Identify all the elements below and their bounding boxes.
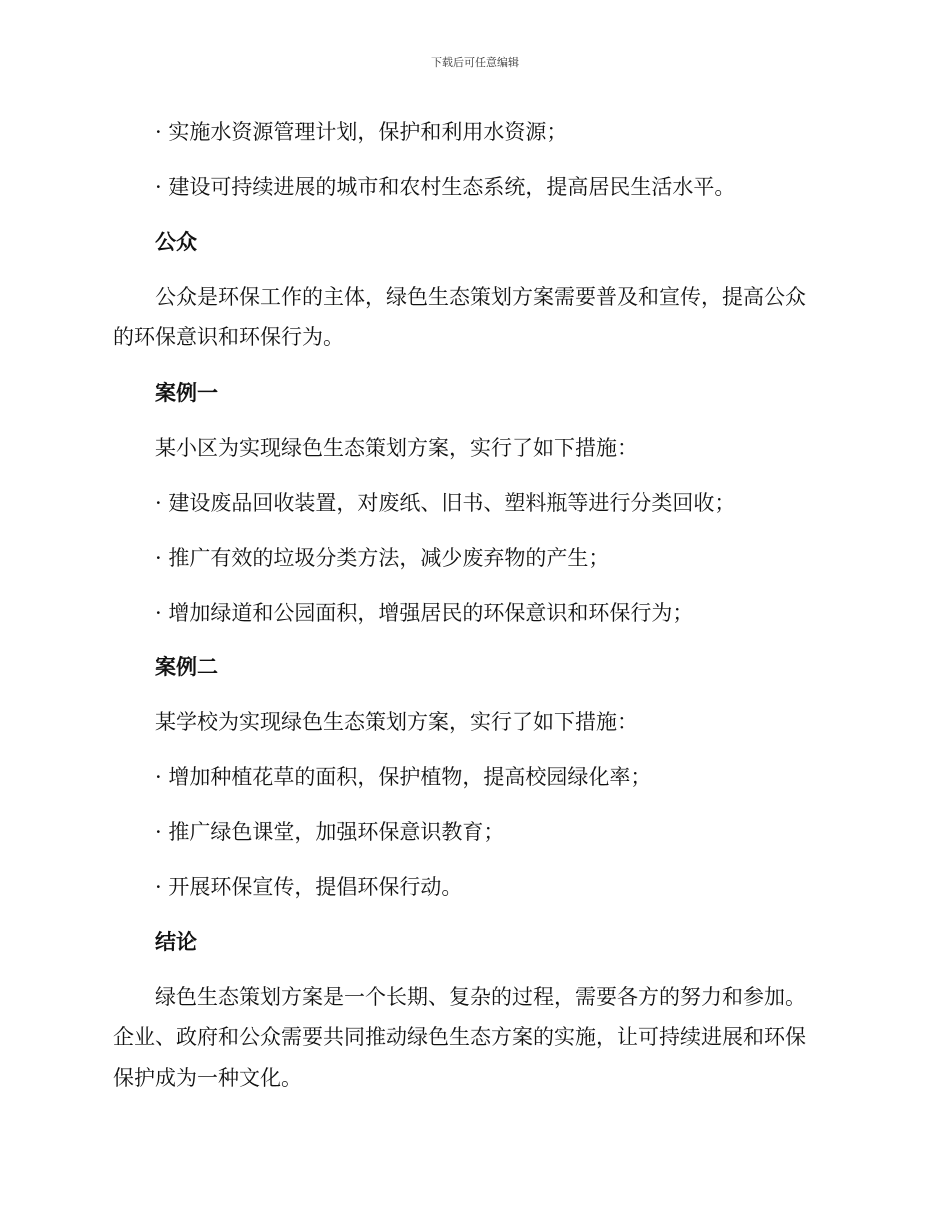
section-heading-case-one: 案例一 [155,380,218,405]
bullet-item: · 增加种植花草的面积，保护植物，提高校园绿化率； [155,765,652,789]
paragraph-line: 企业、政府和公众需要共同推动绿色生态方案的实施，让可持续进展和环保 [113,1025,806,1049]
bullet-item: · 推广有效的垃圾分类方法，减少废弃物的产生； [155,546,610,570]
section-heading-conclusion: 结论 [155,929,197,954]
page-header: 下载后可任意编辑 [431,56,519,69]
paragraph-line: 公众是环保工作的主体，绿色生态策划方案需要普及和宣传，提高公众 [155,285,806,309]
paragraph-line: 某小区为实现绿色生态策划方案，实行了如下措施： [155,436,638,460]
section-heading-case-two: 案例二 [155,654,218,679]
bullet-item: · 推广绿色课堂，加强环保意识教育； [155,820,505,844]
bullet-item: · 实施水资源管理计划，保护和利用水资源； [155,120,568,144]
bullet-item: · 建设废品回收装置，对废纸、旧书、塑料瓶等进行分类回收； [155,491,736,515]
paragraph-line: 保护成为一种文化。 [113,1066,302,1090]
paragraph-line: 某学校为实现绿色生态策划方案，实行了如下措施： [155,710,638,734]
paragraph-line: 的环保意识和环保行为。 [113,325,344,349]
paragraph-line: 绿色生态策划方案是一个长期、复杂的过程，需要各方的努力和参加。 [155,985,806,1009]
bullet-item: · 开展环保宣传，提倡环保行动。 [155,875,463,899]
bullet-item: · 建设可持续进展的城市和农村生态系统，提高居民生活水平。 [155,175,736,199]
bullet-item: · 增加绿道和公园面积，增强居民的环保意识和环保行为； [155,601,694,625]
section-heading-public: 公众 [155,229,197,254]
